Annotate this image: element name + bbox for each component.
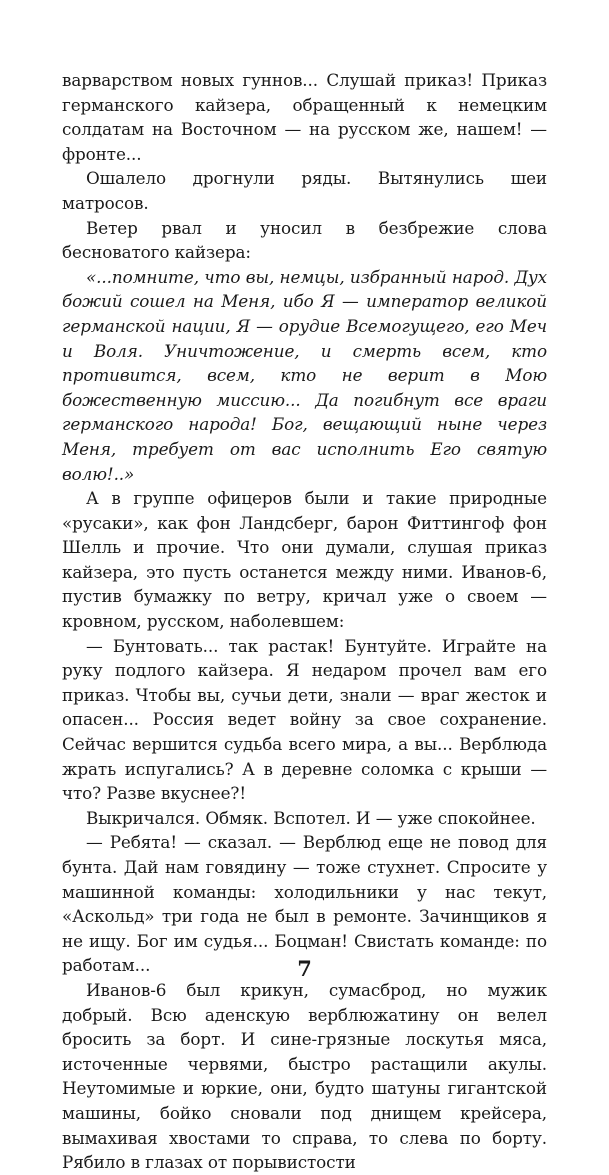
body-text bbox=[62, 68, 547, 1175]
kaiser-order-quote: «...помните, что вы, немцы, избранный народ. Дух божий сошел на Меня, ибо Я — император великой германской нации, Я — орудие Всемогущего, его Меч и Воля. Уничтожение, и смерть всем, кто противится, всем, кто не верит в Мою божественную миссию... Да погибнут все враги германского народа! Бог, вещающий ныне через Меня, требует от вас исполнить Его святую волю!..» bbox=[62, 266, 547, 484]
paragraph: Выкричался. Обмяк. Вспотел. И — уже спокойнее. bbox=[86, 807, 536, 828]
paragraph: — Бунтовать... так растак! Бунтуйте. Играйте на руку подлого кайзера. Я недаром прочел вам его приказ. Чтобы вы, сучьи дети, знали — враг жесток и опасен... Россия ведет войну за свое сохранение. Сейчас вершится судьба всего мира, а вы... Верблюда жрать испугались? А в деревне соломка с крыши — что? Разве вкуснее?! bbox=[62, 635, 547, 804]
paragraph: Иванов-6 был крикун, сумасброд, но мужик добрый. Всю аденскую верблюжатину он велел бросить за борт. И сине-грязные лоскутья мяса, источенные червями, быстро растащили акулы. Неутомимые и юркие, они, будто шатуны гигантской машины, бойко сновали под днищем крейсера, вымахивая хвостами то справа, то слева по борту. Рябило в глазах от порывистости bbox=[62, 979, 547, 1173]
paragraph: Ошалело дрогнули ряды. Вытянулись шеи матросов. bbox=[62, 168, 547, 213]
paragraph: — Ребята! — сказал. — Верблюд еще не повод для бунта. Дай нам говядину — тоже стухнет. Спросите у машинной команды: холодильники у нас текут, «Аскольд» три года не был в ремонте. Зачинщиков я не ищу. Бог им судья... Боцман! Свистать команде: по работам... bbox=[62, 832, 547, 976]
paragraph: варварством новых гуннов... Слушай приказ! Приказ германского кайзера, обращенный к немецким солдатам на Восточном — на русском же, нашем! — фронте... bbox=[62, 70, 547, 164]
paragraph: Ветер рвал и уносил в безбрежие слова бесноватого кайзера: bbox=[62, 217, 547, 263]
page-number: 7 bbox=[297, 956, 312, 981]
paragraph: А в группе офицеров были и такие природные «русаки», как фон Ландсберг, барон Фиттингоф фон Шелль и прочие. Что они думали, слушая приказ кайзера, это пусть останется между ними. Иванов-6, пустив бумажку по ветру, кричал уже о своем — кровном, русском, наболевшем: bbox=[62, 488, 547, 632]
